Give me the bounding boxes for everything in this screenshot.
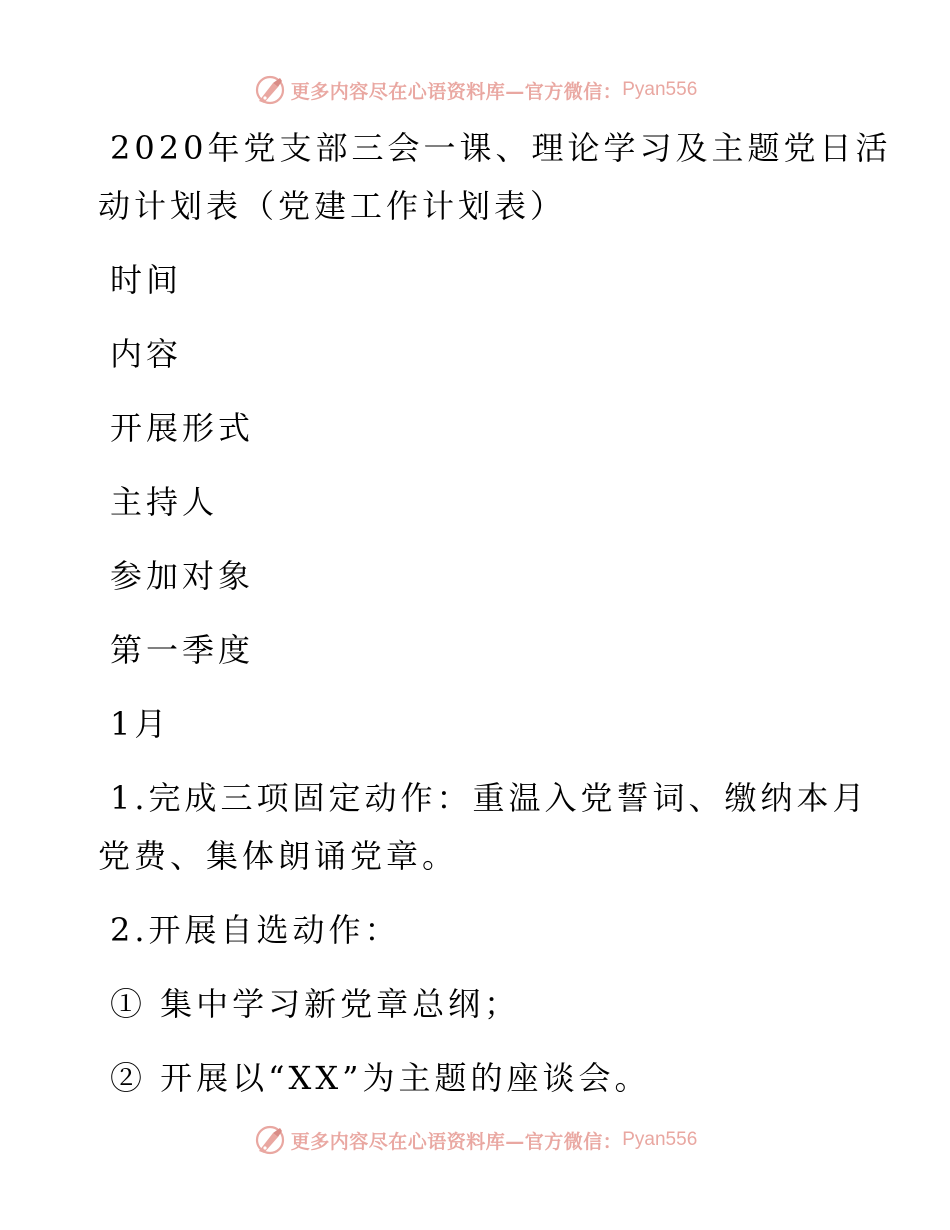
pen-logo-icon	[253, 1123, 287, 1157]
item-1-line-2: 党费、集体朗诵党章。	[98, 837, 459, 875]
watermark-text: 更多内容尽在心语资料库—官方微信：	[290, 1130, 623, 1153]
item-2: 2.开展自选动作：	[110, 911, 401, 949]
header-participants: 参加对象	[110, 557, 255, 595]
header-time: 时间	[110, 261, 183, 299]
item-2-sub-1: ① 集中学习新党章总纲；	[110, 985, 521, 1023]
watermark-wechat-id: Pyan556	[622, 79, 698, 100]
watermark-text: 更多内容尽在心语资料库—官方微信：	[290, 80, 623, 103]
pen-logo-icon	[253, 73, 287, 107]
document-title-line-2: 动计划表（党建工作计划表）	[98, 187, 567, 225]
header-host: 主持人	[110, 483, 219, 521]
month-label: 1月	[110, 705, 171, 743]
header-format: 开展形式	[110, 409, 255, 447]
item-1-line-1: 1.完成三项固定动作：重温入党誓词、缴纳本月	[110, 779, 869, 817]
watermark-header	[0, 70, 950, 110]
quarter-label: 第一季度	[110, 631, 255, 669]
item-2-sub-2: ② 开展以“XX”为主题的座谈会。	[110, 1059, 651, 1097]
watermark-footer	[0, 1120, 950, 1160]
header-content: 内容	[110, 335, 183, 373]
watermark-wechat-id: Pyan556	[622, 1129, 698, 1150]
document-title-line-1: 2020年党支部三会一课、理论学习及主题党日活	[110, 129, 892, 167]
